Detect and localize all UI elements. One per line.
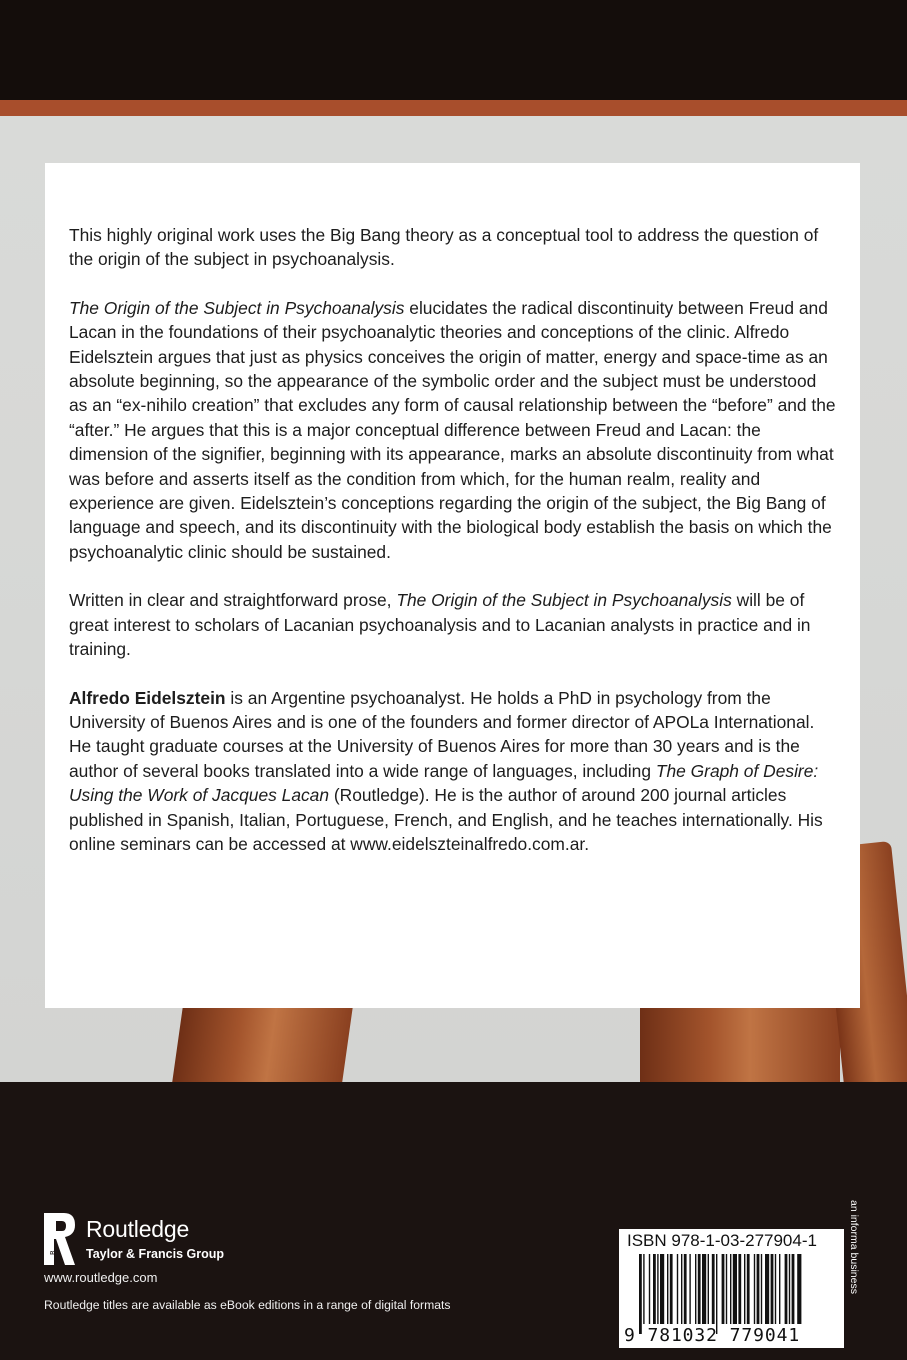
description-paragraph-2: The Origin of the Subject in Psychoanalysis elucidates the radical discontinuity between Freud and Lacan in the foundations of their psychoanalytic theories and conceptions of the clinic. Alfredo Eidelsztein argues that just as physics conceives the origin of matter, energy and space-time as an absolute beginning, so the appearance of the symbolic order and the subject must be understood as an “ex-nihilo creation” that excludes any form of causal relationship between the “before” and the “after.” He argues that this is a major conceptual difference between Freud and Lacan: the dimension of the signifier, beginning with its appearance, marks an absolute discontinuity from what was before and asserts itself as the condition from which, for the human realm, reality and experience are given. Eidelsztein’s conceptions regarding the origin of the subject, the Big Bang of language and speech, and its discontinuity with the biological body establish the basis on which the psychoanalytic clinic should be sustained. [69,297,836,562]
barcode-bar [730,1254,731,1324]
barcode-bar [702,1254,706,1324]
isbn-label: ISBN 978-1-03-277904-1 [627,1231,817,1250]
barcode-bar [695,1254,696,1324]
top-dark-band [0,0,907,100]
barcode-bar [797,1254,801,1324]
barcode-bar [649,1254,650,1324]
barcode-bar [765,1254,769,1324]
isbn-barcode [619,1229,844,1348]
barcode-bar [712,1254,715,1324]
informa-business-label: an informa business [848,1200,860,1294]
barcode-bar [785,1254,788,1324]
barcode-bar [643,1254,644,1324]
barcode-bar [689,1254,690,1324]
barcode-bars [639,1254,839,1334]
barcode-bar [677,1254,678,1324]
barcode-bar [757,1254,760,1324]
ebook-note: Routledge titles are available as eBook editions in a range of digital formats [44,1298,451,1312]
barcode-bar [792,1254,795,1324]
routledge-r-icon [44,1213,76,1265]
publisher-name: Routledge [86,1216,190,1242]
description-paragraph-3: Written in clear and straightforward prose, The Origin of the Subject in Psychoanalysis will be of great interest to scholars of Lacanian psychoanalysis and to Lacanian analysts in practice and in training. [69,590,811,660]
publisher-group: Taylor & Francis Group [86,1247,224,1261]
barcode-bar [684,1254,687,1324]
barcode-bar [747,1254,750,1324]
other-book-title: The Graph of Desire: Using the Work of Jacques Lacan [69,760,819,806]
barcode-bar [660,1254,664,1324]
barcode-bar [761,1254,762,1324]
barcode-bar [639,1254,642,1334]
barcode-bar [775,1254,776,1324]
svg-text:R: R [49,1250,57,1255]
barcode-bar [733,1254,737,1324]
blurb-panel [45,163,860,1008]
barcode-bar [744,1254,745,1324]
barcode-bar [708,1254,709,1324]
barcode-bar [779,1254,780,1324]
barcode-bar [771,1254,774,1324]
publisher-url[interactable]: www.routledge.com [44,1270,158,1285]
barcode-bar [667,1254,668,1324]
author-name: Alfredo Eidelsztein [69,687,226,708]
author-bio: Alfredo Eidelsztein is an Argentine psychoanalyst. He holds a PhD in psychology from the University of Buenos Aires and is one of the founders and former director of APOLa International. He taught graduate courses at the University of Buenos Aires for more than 30 years and is the author of several books translated into a wide range of languages, including The Graph of Desire: Using the Work of Jacques Lacan (Routledge). He is the author of around 200 journal articles published in Spanish, Italian, Portuguese, French, and English, and he teaches internationally. His online seminars can be accessed at www.eidelszteinalfredo.com.ar. [69,687,823,854]
barcode-digits: 9 781032 779041 [624,1325,801,1346]
barcode-bar [789,1254,790,1324]
book-title: The Origin of the Subject in Psychoanalysis [396,590,732,611]
barcode-bar [716,1254,717,1334]
accent-stripe [0,100,907,116]
barcode-bar [738,1254,741,1324]
book-title: The Origin of the Subject in Psychoanalysis [69,297,405,318]
barcode-bar [653,1254,656,1324]
description-paragraph-1: This highly original work uses the Big Bang theory as a conceptual tool to address the question of the origin of the subject in psychoanalysis. [69,225,819,270]
barcode-bar [670,1254,673,1324]
barcode-bar [657,1254,658,1324]
barcode-bar [681,1254,682,1324]
barcode-bar [726,1254,727,1324]
barcode-bar [698,1254,701,1324]
barcode-bar [754,1254,755,1324]
barcode-bar [722,1254,725,1324]
